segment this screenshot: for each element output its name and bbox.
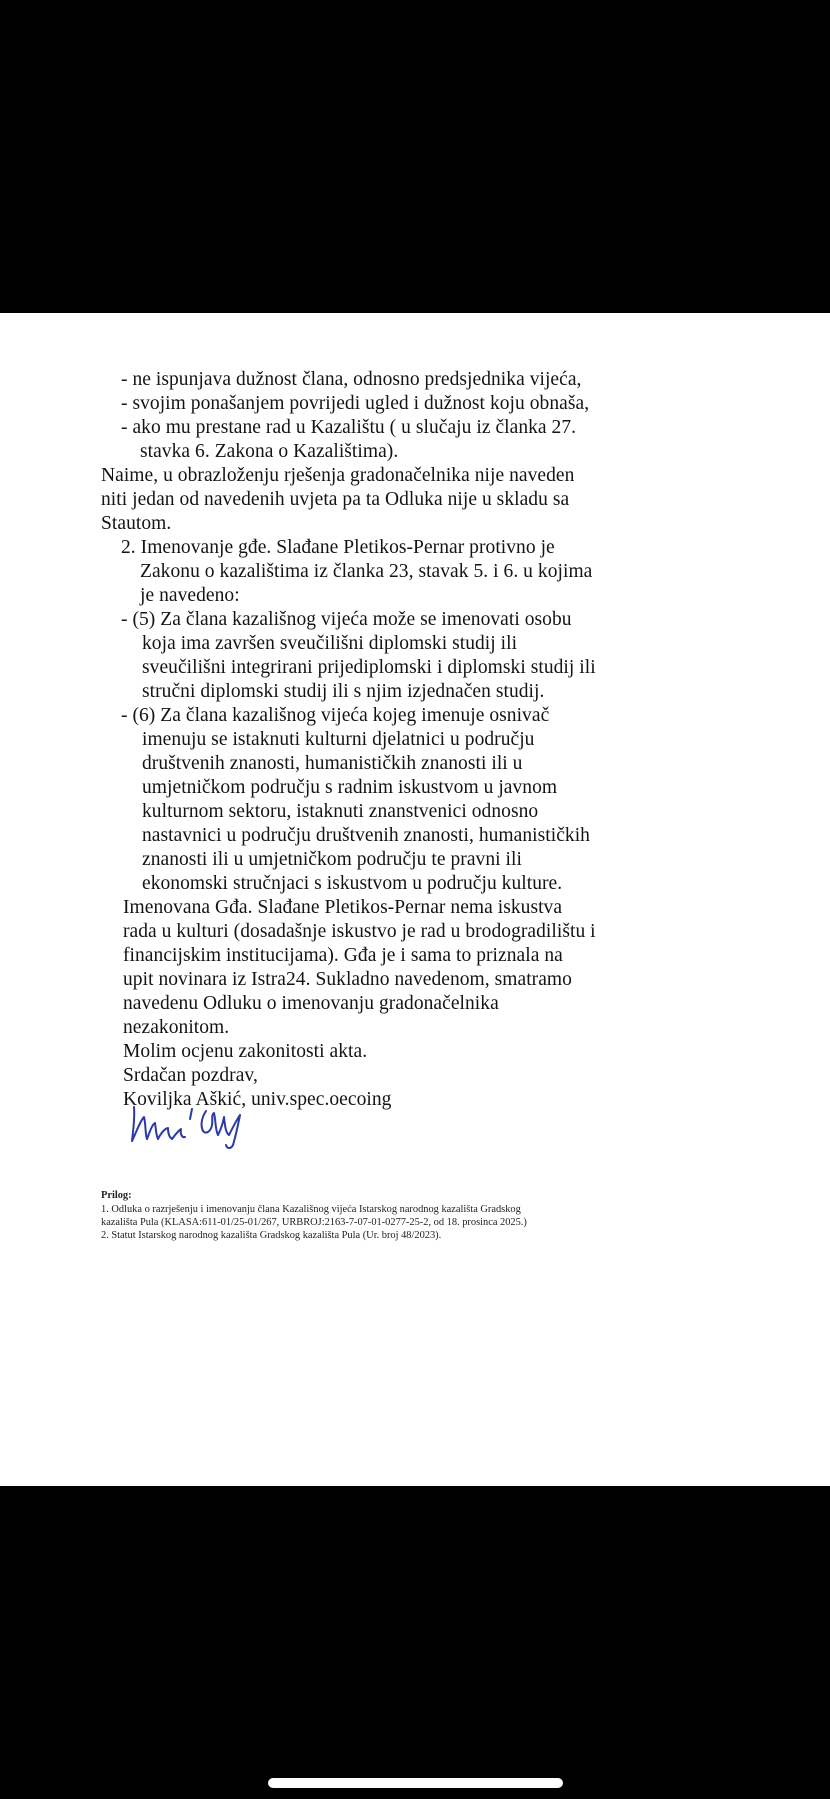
text-line: imenuju se istaknuti kulturni djelatnici u području — [142, 729, 535, 750]
attachment-line: kazališta Pula (KLASA:611-01/25-01/267, URBROJ:2163-7-07-01-0277-25-2, od 18. prosinca 2025.) — [101, 1217, 527, 1228]
text-line: nastavnici u području društvenih znanosti, humanističkih — [142, 825, 590, 846]
document-page — [0, 313, 830, 1486]
text-line: Stautom. — [101, 513, 172, 534]
text-line: financijskim institucijama). Gđa je i sama to priznala na — [123, 945, 563, 966]
text-line: stavka 6. Zakona o Kazalištima). — [140, 441, 399, 462]
text-line: je navedeno: — [140, 585, 240, 606]
text-line: kulturnom sektoru, istaknuti znanstvenici odnosno — [142, 801, 539, 822]
text-line: Srdačan pozdrav, — [123, 1065, 258, 1086]
text-line: rada u kulturi (dosadašnje iskustvo je rad u brodogradilištu i — [123, 921, 596, 942]
text-line: Molim ocjenu zakonitosti akta. — [123, 1041, 368, 1062]
text-line: niti jedan od navedenih uvjeta pa ta Odluka nije u skladu sa — [101, 489, 570, 510]
text-line: nezakonitom. — [123, 1017, 230, 1038]
text-line: sveučilišni integrirani prijediplomski i diplomski studij ili — [142, 657, 596, 678]
text-line: koja ima završen sveučilišni diplomski studij ili — [142, 633, 518, 654]
home-indicator[interactable] — [268, 1778, 563, 1788]
text-line: znanosti ili u umjetničkom području te pravni ili — [142, 849, 522, 870]
attachment-line: 2. Statut Istarskog narodnog kazališta Gradskog kazališta Pula (Ur. broj 48/2023). — [101, 1230, 442, 1241]
attachments-title: Prilog: — [101, 1190, 132, 1201]
text-line: - ako mu prestane rad u Kazalištu ( u slučaju iz članka 27. — [121, 417, 577, 438]
text-line: ekonomski stručnjaci s iskustvom u području kulture. — [142, 873, 563, 894]
attachment-line: 1. Odluka o razrješenju i imenovanju člana Kazališnog vijeća Istarskog narodnog kazališta Gradskog — [101, 1204, 521, 1215]
text-line: Zakonu o kazalištima iz članka 23, stavak 5. i 6. u kojima — [140, 561, 593, 582]
text-line: umjetničkom području s radnim iskustvom u javnom — [142, 777, 558, 798]
text-line: - (5) Za člana kazališnog vijeća može se imenovati osobu — [121, 609, 572, 630]
text-line: Koviljka Aškić, univ.spec.oecoing — [123, 1089, 392, 1110]
text-line: navedenu Odluku o imenovanju gradonačelnika — [123, 993, 499, 1014]
text-line: stručni diplomski studij ili s njim izjednačen studij. — [142, 681, 545, 702]
text-line: društvenih znanosti, humanističkih znanosti ili u — [142, 753, 523, 774]
text-line: - svojim ponašanjem povrijedi ugled i dužnost koju obnaša, — [121, 393, 590, 414]
handwritten-signature — [128, 1095, 258, 1151]
text-line: Naime, u obrazloženju rješenja gradonačelnika nije naveden — [101, 465, 575, 486]
text-line: - ne ispunjava dužnost člana, odnosno predsjednika vijeća, — [121, 369, 582, 390]
text-line: - (6) Za člana kazališnog vijeća kojeg imenuje osnivač — [121, 705, 550, 726]
text-line: Imenovana Gđa. Slađane Pletikos-Pernar nema iskustva — [123, 897, 563, 918]
text-line: upit novinara iz Istra24. Sukladno navedenom, smatramo — [123, 969, 572, 990]
text-line: 2. Imenovanje gđe. Slađane Pletikos-Pernar protivno je — [121, 537, 555, 558]
